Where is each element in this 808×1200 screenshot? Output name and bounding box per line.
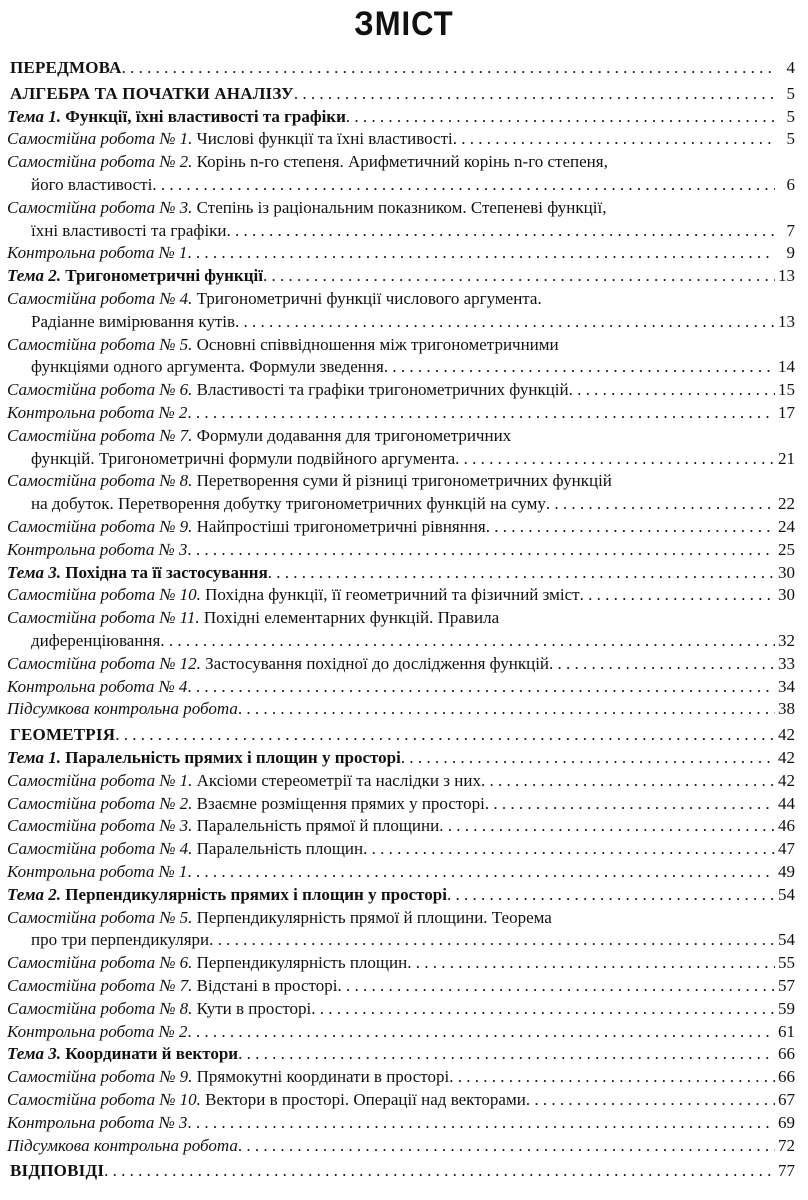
toc-entry-text	[10, 56, 122, 80]
dot-leader	[447, 883, 775, 907]
toc-entry-title: ГЕОМЕТРІЯ	[10, 725, 116, 745]
page-number: 5	[786, 106, 795, 126]
dot-leader	[160, 629, 775, 653]
page-number: 61	[778, 1021, 795, 1041]
toc-entry-label: Тема 1.	[7, 748, 62, 767]
dot-leader	[449, 1065, 775, 1089]
toc-entry-label: Самостійна робота № 5.	[7, 907, 193, 927]
page-number: 33	[778, 653, 795, 673]
page-number: 57	[778, 976, 795, 995]
toc-entry-label: Самостійна робота № 6.	[7, 380, 193, 400]
toc-entry-text	[7, 883, 447, 907]
toc-entry-title: Вектори в просторі. Операції над векторами	[200, 1090, 526, 1109]
page-number: 59	[778, 998, 795, 1018]
toc-entry-label: Тема 3.	[7, 562, 62, 582]
dot-leader	[486, 515, 775, 539]
toc-entry-title: Найпростіші тригонометричні рівняння	[192, 517, 486, 536]
toc-entry-title: Корінь n-го степеня. Арифметичний корінь n-го степеня,	[192, 152, 608, 172]
toc-entry-continuation: диференціювання	[31, 630, 161, 650]
dot-leader	[549, 652, 775, 676]
toc-entry-label: Самостійна робота № 7.	[7, 425, 193, 445]
page-number: 54	[778, 930, 795, 950]
toc-entry-title: Взаємне розміщення прямих у просторі	[192, 793, 485, 813]
page-number: 6	[786, 174, 795, 194]
toc-entry-title: Аксіоми стереометрії та наслідки з них	[192, 770, 481, 790]
toc-entry-text	[7, 675, 187, 699]
toc-entry-continuation: функцій. Тригонометричні формули подвійного аргумента	[31, 448, 456, 468]
toc-entry-label: Самостійна робота № 7.	[7, 976, 193, 995]
page-number: 34	[778, 676, 795, 696]
toc-entry-title: Відстані в просторі	[192, 976, 338, 995]
dot-leader	[363, 837, 775, 861]
dot-leader	[187, 1111, 775, 1135]
toc-entry-label: Підсумкова контрольна робота	[7, 699, 238, 719]
page-number: 4	[786, 58, 795, 77]
toc-entry-text	[10, 1159, 104, 1183]
toc-entry-title: ВІДПОВІДІ	[10, 1161, 105, 1181]
page-number: 5	[786, 83, 795, 103]
toc-entry-text	[7, 561, 268, 585]
page-number: 67	[778, 1090, 795, 1109]
page-number: 9	[786, 243, 795, 263]
toc-entry-text	[7, 196, 606, 220]
toc-entry-text	[7, 333, 559, 357]
dot-leader	[268, 561, 775, 585]
toc-entry-title: Властивості та графіки тригонометричних функцій	[192, 380, 569, 400]
toc-entry-text	[10, 82, 294, 106]
toc-entry-label: Тема 1.	[7, 106, 62, 126]
page-number: 30	[778, 585, 795, 605]
toc-entry-title: Тригонометричні функції числового аргумента.	[192, 289, 542, 308]
dot-leader	[311, 997, 775, 1021]
dot-leader	[455, 447, 775, 471]
toc-entry-title: Паралельність прямої й площини	[192, 816, 440, 836]
toc-entry-text	[7, 127, 453, 151]
dot-leader	[526, 1088, 775, 1112]
toc-entry-label: Контрольна робота № 4	[7, 676, 188, 696]
toc-entry-title: АЛГЕБРА ТА ПОЧАТКИ АНАЛІЗУ	[10, 83, 294, 103]
toc-entry-text	[7, 746, 401, 770]
dot-leader	[238, 1042, 775, 1066]
toc-entry-title: Основні співвідношення між тригонометричними	[192, 334, 559, 354]
page-number: 30	[778, 562, 795, 582]
toc-entry-text	[7, 424, 511, 448]
toc-entry-label: Самостійна робота № 3.	[7, 197, 193, 217]
page-number: 77	[778, 1161, 795, 1181]
page-number: 66	[778, 1067, 795, 1087]
toc-entry-label: Самостійна робота № 11.	[7, 608, 200, 628]
page-number: 32	[778, 630, 795, 650]
toc-entry-text	[7, 1111, 187, 1135]
toc-entry-label: Самостійна робота № 2.	[7, 152, 193, 172]
toc-entry-label: Самостійна робота № 5.	[7, 334, 193, 354]
dot-leader	[485, 792, 775, 816]
toc-entry-label: Тема 2.	[7, 266, 62, 286]
dot-leader	[238, 1134, 775, 1158]
toc-entry-title: Перетворення суми й різниці тригонометричних функцій	[192, 471, 612, 491]
toc-entry-title: Похідна та її застосування	[61, 562, 268, 582]
page-number: 42	[778, 770, 795, 790]
toc-entry-label: Самостійна робота № 12.	[7, 653, 201, 673]
toc-entry-text	[7, 906, 552, 930]
toc-entry-title: Формули додавання для тригонометричних	[192, 425, 512, 445]
toc-entry-label: Контрольна робота № 3	[7, 539, 188, 559]
toc-entry-label: Підсумкова контрольна робота	[7, 1135, 238, 1155]
page-number: 24	[778, 517, 795, 536]
toc-entry-title: Кути в просторі	[192, 998, 312, 1018]
toc-entry-label: Контрольна робота № 2	[7, 1021, 188, 1041]
toc-entry-label: Самостійна робота № 1.	[7, 129, 193, 149]
page-number: 15	[778, 380, 795, 400]
toc-entry-text	[7, 1088, 526, 1112]
dot-leader	[346, 105, 775, 129]
toc-entry-title: Застосування похідної до дослідження функцій	[200, 653, 550, 673]
page-number: 22	[778, 494, 795, 514]
dot-leader	[401, 746, 775, 770]
toc-entry-text	[7, 150, 608, 174]
page-number: 47	[778, 839, 795, 859]
toc-entry-title: Прямокутні координати в просторі	[192, 1067, 450, 1087]
toc-entry-label: Самостійна робота № 10.	[7, 1090, 201, 1109]
toc-entry-text	[7, 769, 481, 793]
toc-entry-continuation: їхні властивості та графіки	[31, 220, 227, 240]
page-number: 25	[778, 539, 795, 559]
dot-leader	[187, 241, 775, 265]
toc-entry-text	[7, 951, 407, 975]
toc-entry-label: Контрольна робота № 1	[7, 243, 188, 263]
toc-entry-text	[7, 1020, 187, 1044]
toc-entry-title: Перпендикулярність площин	[192, 953, 408, 973]
page-number: 55	[778, 953, 795, 973]
toc-entry-label: Тема 3.	[7, 1044, 62, 1064]
toc-entry-continuation: про три перпендикуляри	[31, 930, 210, 950]
toc-entry-title: Числові функції та їхні властивості	[192, 129, 453, 149]
toc-entry-text	[10, 723, 115, 747]
toc-entry-label: Самостійна робота № 2.	[7, 793, 193, 813]
toc-entry-title: Функції, їхні властивості та графіки	[61, 106, 346, 126]
toc-entry-continuation: його властивості	[31, 174, 153, 194]
dot-leader	[294, 82, 775, 106]
toc-entry-label: Самостійна робота № 6.	[7, 953, 193, 973]
page-number: 38	[778, 699, 795, 719]
toc-entry-text	[7, 997, 311, 1021]
page-number: 14	[778, 357, 795, 377]
toc-entry-text	[7, 287, 542, 311]
toc-entry-text	[7, 378, 569, 402]
toc-entry-label: Самостійна робота № 9.	[7, 1067, 193, 1087]
toc-entry-label: Самостійна робота № 8.	[7, 471, 193, 491]
toc-entry-text	[7, 1042, 238, 1066]
toc-entry-label: Самостійна робота № 8.	[7, 998, 193, 1018]
page-title: ЗМІСТ	[354, 3, 454, 44]
dot-leader	[235, 310, 775, 334]
dot-leader	[569, 378, 775, 402]
toc-entry-label: Самостійна робота № 9.	[7, 517, 193, 536]
toc-entry-label: Контрольна робота № 2	[7, 403, 188, 422]
toc-entry-text	[7, 401, 187, 425]
dot-leader	[453, 127, 775, 151]
toc-entry-text	[7, 860, 187, 884]
toc-entry-text	[7, 697, 238, 721]
toc-entry-label: Контрольна робота № 3	[7, 1112, 188, 1132]
toc-entry-text	[7, 538, 187, 562]
toc-entry-title: Степінь із раціональним показником. Степеневі функції,	[192, 197, 607, 217]
dot-leader	[187, 675, 775, 699]
page-number: 66	[778, 1044, 795, 1064]
toc-entry-text	[7, 974, 337, 998]
page-number: 44	[778, 793, 795, 813]
toc-entry-title: Перпендикулярність прямих і площин у просторі	[61, 884, 447, 904]
dot-leader	[384, 355, 775, 379]
toc-entry-text	[7, 515, 486, 539]
toc-entry-text	[7, 241, 187, 265]
dot-leader	[187, 401, 775, 425]
toc-entry-continuation: на добуток. Перетворення добутку тригонометричних функцій на суму	[31, 494, 546, 514]
toc-entry-text	[7, 652, 549, 676]
page-number: 5	[786, 129, 795, 149]
toc-entry-text	[7, 264, 263, 288]
dot-leader	[263, 264, 775, 288]
toc-entry-text	[7, 469, 612, 493]
toc-entry-text	[7, 606, 499, 630]
toc-entry-label: Контрольна робота № 1	[7, 862, 188, 881]
toc-entry-continuation: Радіанне вимірювання кутів	[31, 311, 236, 331]
toc-entry-label: Самостійна робота № 4.	[7, 289, 193, 308]
page-number: 69	[778, 1112, 795, 1132]
toc-entry-text	[7, 105, 346, 129]
toc-entry-title: Тригонометричні функції	[61, 266, 263, 286]
toc-entry-text	[7, 583, 580, 607]
dot-leader	[580, 583, 775, 607]
page-number: 13	[778, 311, 795, 331]
dot-leader	[209, 928, 775, 952]
page-number: 46	[778, 816, 795, 836]
toc-entry-text	[7, 814, 439, 838]
toc-entry-text	[7, 1134, 238, 1158]
dot-leader	[439, 814, 775, 838]
dot-leader	[227, 219, 775, 243]
dot-leader	[337, 974, 775, 998]
toc-entry-label: Тема 2.	[7, 884, 62, 904]
toc-entry-title: Координати й вектори	[61, 1044, 239, 1064]
page-number: 17	[778, 403, 795, 422]
toc-entry-text	[7, 1065, 449, 1089]
toc-entry-label: Самостійна робота № 1.	[7, 770, 193, 790]
toc-entry-text	[7, 837, 363, 861]
toc-entry-text	[7, 792, 485, 816]
page-number: 13	[778, 266, 795, 286]
toc-entry-continuation: функціями одного аргумента. Формули зведення	[31, 357, 384, 377]
toc-entry-label: Самостійна робота № 10.	[7, 585, 201, 605]
page-number: 54	[778, 884, 795, 904]
dot-leader	[546, 492, 775, 516]
toc-entry-title: ПЕРЕДМОВА	[10, 58, 122, 77]
dot-leader	[187, 1020, 775, 1044]
toc-entry-title: Перпендикулярність прямої й площини. Теорема	[192, 907, 552, 927]
dot-leader	[238, 697, 775, 721]
dot-leader	[187, 538, 775, 562]
toc-entry-title: Похідна функції, її геометричний та фізичний зміст	[200, 585, 580, 605]
dot-leader	[122, 56, 775, 80]
page-number: 42	[778, 748, 795, 767]
dot-leader	[407, 951, 775, 975]
toc-entry-label: Самостійна робота № 4.	[7, 839, 193, 859]
page-number: 72	[778, 1135, 795, 1155]
dot-leader	[104, 1159, 775, 1183]
toc-entry-title: Похідні елементарних функцій. Правила	[199, 608, 500, 628]
page-number: 42	[778, 725, 795, 745]
dot-leader	[152, 173, 775, 197]
toc-entry-title: Паралельність площин	[192, 839, 364, 859]
dot-leader	[481, 769, 775, 793]
dot-leader	[115, 723, 775, 747]
page-number: 7	[786, 220, 795, 240]
toc-entry-title: Паралельність прямих і площин у просторі	[61, 748, 401, 767]
page-number: 49	[778, 862, 795, 881]
page-number: 21	[778, 448, 795, 468]
toc-entry-label: Самостійна робота № 3.	[7, 816, 193, 836]
dot-leader	[187, 860, 775, 884]
